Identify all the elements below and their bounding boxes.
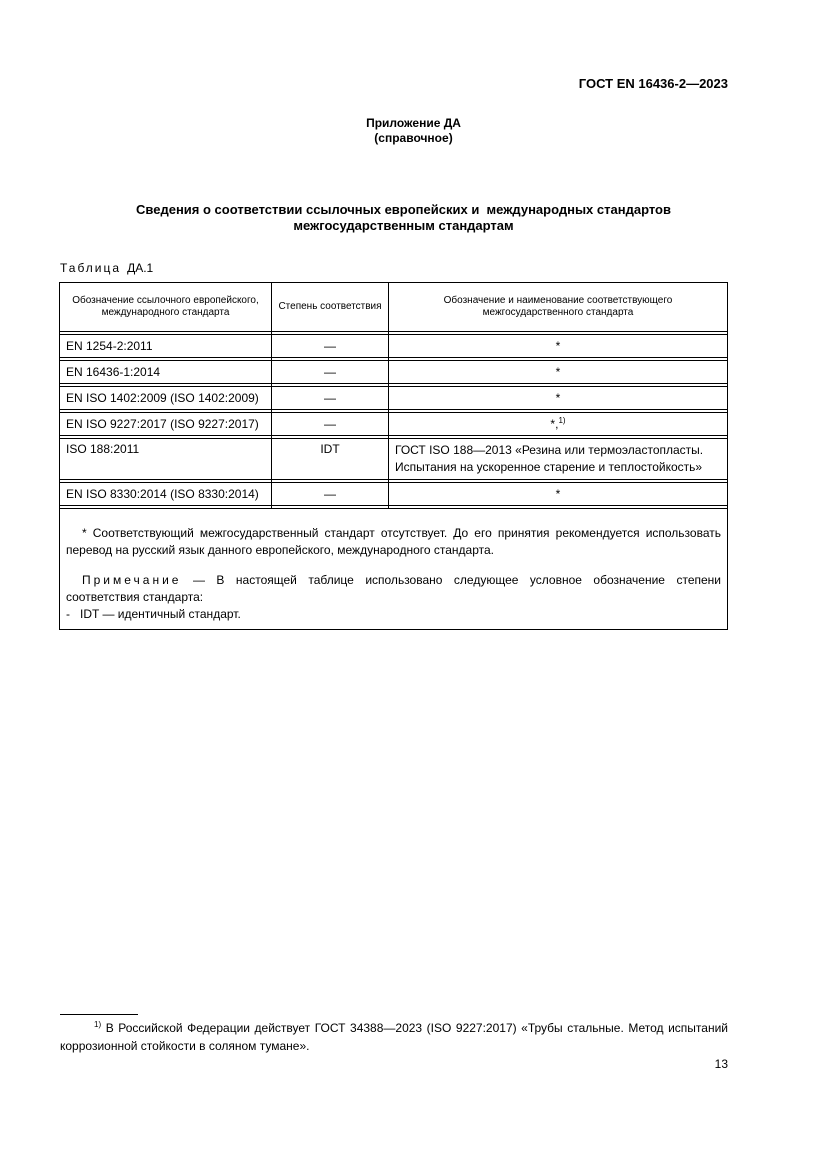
table-notes-row <box>60 509 728 630</box>
section-title <box>0 202 797 234</box>
table-footnote: * Соответствующий межгосударственный стандарт отсутствует. До его принятия рекомендуется использовать перевод на русский язык данного европейского, международного стандарта. <box>66 526 721 557</box>
remark-item: - IDT — идентичный стандарт. <box>66 607 241 621</box>
page-number: 13 <box>714 1057 728 1071</box>
cell-reference: EN ISO 8330:2014 (ISO 8330:2014) <box>60 483 272 506</box>
annex-subtitle: (справочное) <box>374 131 453 145</box>
table-row <box>60 413 728 436</box>
page-footnote-marker: 1) <box>94 1020 102 1029</box>
header-degree: Степень соответствия <box>272 283 389 332</box>
page-footnote-text: В Российской Федерации действует ГОСТ 34388—2023 (ISO 9227:2017) «Трубы стальные. Метод испытаний коррозионной стойкости в соляном тумане». <box>60 1021 728 1053</box>
remark-text: — В настоящей таблице использовано следующее условное обозначение степени соответствия стандарта: <box>66 573 721 604</box>
cell-interstate: * <box>389 387 728 410</box>
cell-interstate: * <box>389 361 728 384</box>
cell-degree: — <box>272 483 389 506</box>
section-title-line1: Сведения о соответствии ссылочных европейских и международных стандартов <box>136 202 671 217</box>
remark-label: Примечание <box>82 573 182 587</box>
cell-interstate: * <box>389 483 728 506</box>
footnote-divider <box>60 1014 138 1015</box>
table-notes <box>60 509 728 630</box>
cell-degree: — <box>272 361 389 384</box>
annex-title: Приложение ДА <box>366 116 461 130</box>
table-header-row <box>60 283 728 332</box>
cell-interstate: * <box>389 335 728 358</box>
annex-heading <box>0 116 827 146</box>
section-title-line2: межгосударственным стандартам <box>293 218 514 233</box>
document-code: ГОСТ EN 16436-2—2023 <box>578 76 728 91</box>
table-remark <box>66 572 721 606</box>
cell-reference: EN 1254-2:2011 <box>60 335 272 358</box>
cell-reference: ISO 188:2011 <box>60 439 272 480</box>
header-reference-standard: Обозначение ссылочного европейского, международного стандарта <box>60 283 272 332</box>
table-row <box>60 387 728 410</box>
table-row <box>60 361 728 384</box>
cell-interstate-text: *, <box>550 417 559 431</box>
page-footnote <box>60 1019 728 1055</box>
header-interstate-standard: Обозначение и наименование соответствующего межгосударственного стандарта <box>389 283 728 332</box>
correspondence-table <box>59 282 728 630</box>
table-label-word: Таблица <box>60 261 122 275</box>
table-row <box>60 335 728 358</box>
cell-interstate: ГОСТ ISO 188—2013 «Резина или термоэластопласты. Испытания на ускоренное старение и теплостойкость» <box>389 439 728 480</box>
cell-interstate <box>389 413 728 436</box>
cell-degree: — <box>272 413 389 436</box>
cell-reference: EN 16436-1:2014 <box>60 361 272 384</box>
cell-degree: — <box>272 387 389 410</box>
table-label <box>60 261 153 275</box>
cell-reference: EN ISO 1402:2009 (ISO 1402:2009) <box>60 387 272 410</box>
table-label-number: ДА.1 <box>127 261 154 275</box>
cell-degree: — <box>272 335 389 358</box>
cell-reference: EN ISO 9227:2017 (ISO 9227:2017) <box>60 413 272 436</box>
footnote-marker: 1) <box>558 416 566 425</box>
cell-degree: IDT <box>272 439 389 480</box>
table-row <box>60 483 728 506</box>
table-row <box>60 439 728 480</box>
